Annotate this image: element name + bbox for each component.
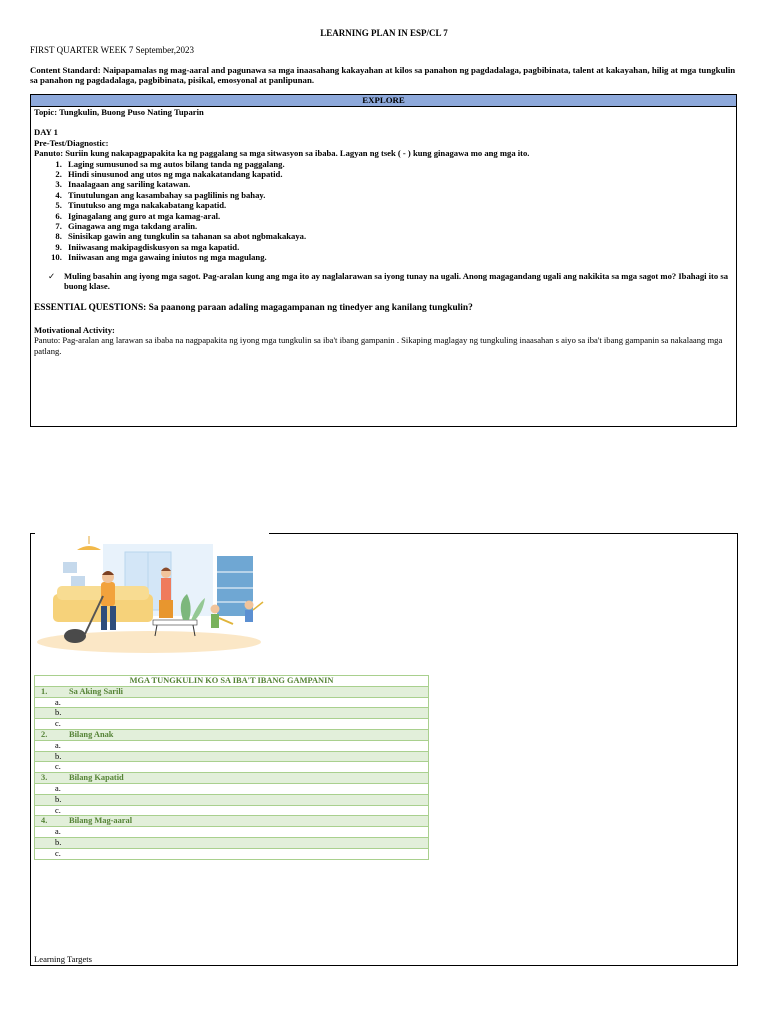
table-answer-row[interactable]: b.: [35, 751, 429, 762]
table-section-header: 2. Bilang Anak: [35, 729, 429, 740]
activity-section: [30, 533, 738, 966]
content-standard-text: Naipapamalas ng mag-aaral and pagunawa sa mga inaasahang kakayahan at kilos sa panahon ng pagdadalaga, pagbibinata, talent at kakayahan, hilig at mga tungkulin sa panahon ng pagdadalaga, pagbibinata, pisikal, emosyonal at panlipunan.: [30, 65, 736, 86]
reflection-note: [34, 271, 733, 292]
document-title: LEARNING PLAN IN ESP/CL 7: [320, 28, 448, 38]
table-answer-row[interactable]: c.: [35, 762, 429, 773]
pretest-list: [34, 159, 733, 263]
pretest-item: 8. Sinisikap gawin ang tungkulin sa tahanan sa abot ngbmakakaya.: [64, 231, 733, 241]
content-standard: [30, 65, 738, 86]
pretest-item: 6. Iginagalang ang guro at mga kamag-aral.: [64, 211, 733, 221]
learning-targets-label: Learning Targets: [34, 953, 93, 964]
pretest-item: 1. Laging sumusunod sa mg autos bilang tanda ng paggalang.: [64, 159, 733, 169]
reflection-text: Muling basahin ang iyong mga sagot. Pag-aralan kung ang mga ito ay naglalarawan sa iyong tunay na ugali. Anong magagandang ugali ang nakikita sa mga sagot mo? Ibahagi ito sa buong klase.: [64, 270, 729, 292]
day-label: DAY 1: [34, 127, 58, 138]
table-section-header: 3. Bilang Kapatid: [35, 773, 429, 784]
table-answer-row[interactable]: b.: [35, 837, 429, 848]
motivational-instructions: Panuto: Pag-aralan ang larawan sa ibaba na nagpapakita ng iyong mga tungkulin sa iba't ibang gampanin . Sikaping maglagay ng tungkuling inaasahan s aiyo sa iba't ibang gampanin sa nakalaang mga patlang.: [34, 335, 723, 356]
topic-line: Topic: Tungkulin, Buong Puso Nating Tuparin: [34, 107, 204, 117]
eq-label: ESSENTIAL QUESTIONS:: [34, 302, 147, 313]
pretest-item: 10. Iniiwasan ang mga gawaing iniutos ng mga magulang.: [64, 252, 733, 262]
motivational-label: Motivational Activity:: [34, 324, 115, 335]
roles-table: [34, 675, 429, 860]
table-answer-row[interactable]: c.: [35, 848, 429, 859]
pretest-item: 9. Iniiwasang makipagdiskusyon sa mga kapatid.: [64, 242, 733, 252]
pretest-item: 5. Tinutukso ang mga nakakabatang kapatid.: [64, 200, 733, 210]
table-answer-row[interactable]: c.: [35, 805, 429, 816]
content-standard-label: Content Standard:: [30, 65, 101, 75]
pretest-item: 3. Inaalagaan ang sariling katawan.: [64, 179, 733, 189]
table-answer-row[interactable]: b.: [35, 708, 429, 719]
table-section-header: 1. Sa Aking Sarili: [35, 686, 429, 697]
essential-questions: [34, 303, 733, 313]
explore-header: EXPLORE: [31, 95, 736, 107]
table-answer-row[interactable]: b.: [35, 794, 429, 805]
table-answer-row[interactable]: a.: [35, 740, 429, 751]
quarter-week-date: FIRST QUARTER WEEK 7 September,2023: [30, 45, 195, 55]
family-cleaning-illustration-icon: [33, 536, 265, 656]
pretest-item: 2. Hindi sinusunod ang utos ng mga nakakatandang kapatid.: [64, 169, 733, 179]
table-answer-row[interactable]: a.: [35, 827, 429, 838]
table-answer-row[interactable]: a.: [35, 697, 429, 708]
pretest-item: 4. Tinutulungan ang kasambahay sa paglilinis ng bahay.: [64, 190, 733, 200]
eq-text: Sa paanong paraan adaling magagampanan ng tinedyer ang kanilang tungkulin?: [148, 302, 473, 313]
table-answer-row[interactable]: c.: [35, 719, 429, 730]
table-answer-row[interactable]: a.: [35, 783, 429, 794]
explore-section: [30, 94, 737, 427]
pretest-label: Pre-Test/Diagnostic:: [34, 137, 109, 148]
pretest-item: 7. Ginagawa ang mga takdang aralin.: [64, 221, 733, 231]
pretest-instructions: Panuto: Suriin kung nakapagpapakita ka ng paggalang sa mga sitwasyon sa ibaba. Lagyan ng tsek ( - ) kung ginagawa mo ang mga ito.: [34, 148, 530, 159]
table-section-header: 4. Bilang Mag-aaral: [35, 816, 429, 827]
checkmark-icon: ✓: [48, 270, 56, 281]
table-title: MGA TUNGKULIN KO SA IBA'T IBANG GAMPANIN: [35, 676, 429, 687]
